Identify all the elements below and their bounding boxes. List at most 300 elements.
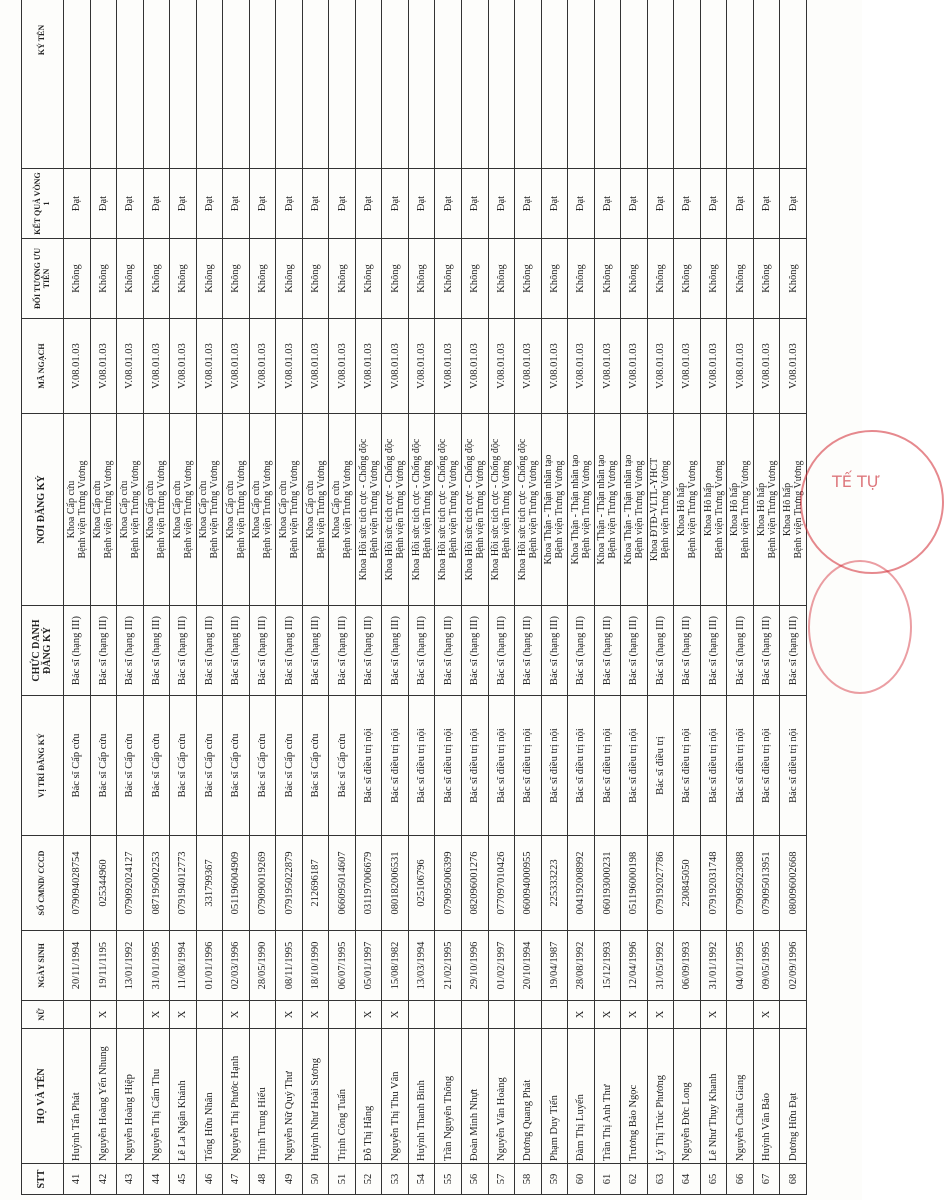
- cell-id: 331799367: [196, 836, 223, 931]
- cell-place-hospital: Bệnh viện Trưng Vương: [182, 460, 194, 559]
- cell-place: [541, 414, 568, 606]
- cell-result: Đạt: [408, 169, 435, 239]
- cell-female: X: [568, 1001, 595, 1029]
- cell-stt: 46: [196, 1164, 223, 1195]
- cell-id: 079095013951: [753, 836, 780, 931]
- table-row: [196, 0, 223, 1195]
- header-stt: STT: [22, 1164, 64, 1195]
- cell-position: Bác sĩ điều trị nội: [541, 696, 568, 836]
- cell-code: V.08.01.03: [700, 319, 727, 414]
- cell-result: Đạt: [249, 169, 276, 239]
- cell-dob: 01/02/1997: [488, 931, 515, 1001]
- table-row: [780, 0, 807, 1195]
- cell-place-department: Khoa Hô hấp: [675, 482, 687, 537]
- cell-place-department: Khoa Hồi sức tích cực - Chống độc: [463, 438, 475, 581]
- cell-stt: 47: [223, 1164, 250, 1195]
- cell-position: Bác sĩ điều trị nội: [435, 696, 462, 836]
- cell-priority: Không: [700, 239, 727, 319]
- cell-place-hospital: Bệnh viện Trưng Vương: [740, 460, 752, 559]
- cell-position: Bác sĩ điều trị nội: [355, 696, 382, 836]
- cell-sign: [541, 0, 568, 169]
- cell-code: V.08.01.03: [64, 319, 91, 414]
- cell-place-department: Khoa Cấp cứu: [304, 480, 316, 539]
- cell-dob: 13/03/1994: [408, 931, 435, 1001]
- cell-female: X: [594, 1001, 621, 1029]
- cell-stt: 63: [647, 1164, 674, 1195]
- cell-place-department: Khoa ĐTĐ-VLTL-YHCT: [649, 457, 661, 562]
- cell-sign: [461, 0, 488, 169]
- table-row: [249, 0, 276, 1195]
- cell-position: Bác sĩ điều trị nội: [515, 696, 542, 836]
- cell-place-hospital: Bệnh viện Trưng Vương: [209, 460, 221, 559]
- cell-name: Lê Như Thụy Khanh: [700, 1029, 727, 1164]
- cell-place-hospital: Bệnh viện Trưng Vương: [368, 460, 380, 559]
- table-row: [700, 0, 727, 1195]
- cell-position: Bác sĩ điều trị nội: [382, 696, 409, 836]
- cell-place: [727, 414, 754, 606]
- cell-title: Bác sĩ (hạng III): [302, 606, 329, 696]
- cell-sign: [515, 0, 542, 169]
- cell-priority: Không: [196, 239, 223, 319]
- red-seal-stamp-2: [808, 560, 912, 694]
- cell-female: X: [647, 1001, 674, 1029]
- header-sign: KÝ TÊN: [22, 0, 64, 169]
- cell-priority: Không: [143, 239, 170, 319]
- cell-position: Bác sĩ Cấp cứu: [170, 696, 197, 836]
- cell-priority: Không: [568, 239, 595, 319]
- cell-female: X: [276, 1001, 303, 1029]
- cell-id: 025106796: [408, 836, 435, 931]
- cell-code: V.08.01.03: [143, 319, 170, 414]
- cell-sign: [621, 0, 648, 169]
- table-row: [647, 0, 674, 1195]
- cell-place-department: Khoa Thận - Thận nhân tạo: [622, 454, 634, 565]
- cell-stt: 59: [541, 1164, 568, 1195]
- cell-result: Đạt: [435, 169, 462, 239]
- cell-sign: [117, 0, 144, 169]
- table-row: [64, 0, 91, 1195]
- cell-id: 212696187: [302, 836, 329, 931]
- cell-sign: [143, 0, 170, 169]
- cell-title: Bác sĩ (hạng III): [753, 606, 780, 696]
- cell-result: Đạt: [488, 169, 515, 239]
- cell-position: Bác sĩ điều trị nội: [753, 696, 780, 836]
- cell-title: Bác sĩ (hạng III): [117, 606, 144, 696]
- cell-position: Bác sĩ điều trị nội: [488, 696, 515, 836]
- cell-stt: 52: [355, 1164, 382, 1195]
- cell-id: 079195022879: [276, 836, 303, 931]
- cell-id: 031197006679: [355, 836, 382, 931]
- cell-dob: 20/11/1994: [64, 931, 91, 1001]
- cell-sign: [196, 0, 223, 169]
- cell-place: [621, 414, 648, 606]
- cell-priority: Không: [90, 239, 117, 319]
- cell-code: V.08.01.03: [196, 319, 223, 414]
- cell-title: Bác sĩ (hạng III): [382, 606, 409, 696]
- cell-position: Bác sĩ điều trị nội: [727, 696, 754, 836]
- cell-name: Huỳnh Văn Bảo: [753, 1029, 780, 1164]
- cell-place-hospital: Bệnh viện Trưng Vương: [421, 460, 433, 559]
- cell-priority: Không: [515, 239, 542, 319]
- cell-title: Bác sĩ (hạng III): [435, 606, 462, 696]
- header-female: NỮ: [22, 1001, 64, 1029]
- cell-stt: 49: [276, 1164, 303, 1195]
- table-row: [621, 0, 648, 1195]
- cell-priority: Không: [727, 239, 754, 319]
- cell-stt: 58: [515, 1164, 542, 1195]
- cell-place-department: Khoa Hồi sức tích cực - Chống độc: [410, 438, 422, 581]
- cell-place: [594, 414, 621, 606]
- cell-result: Đạt: [780, 169, 807, 239]
- cell-position: Bác sĩ điều trị nội: [461, 696, 488, 836]
- cell-id: 079095023088: [727, 836, 754, 931]
- cell-place-hospital: Bệnh viện Trưng Vương: [76, 460, 88, 559]
- cell-dob: 06/07/1995: [329, 931, 356, 1001]
- cell-female: [461, 1001, 488, 1029]
- cell-result: Đạt: [276, 169, 303, 239]
- cell-name: Trịnh Công Tuấn: [329, 1029, 356, 1164]
- cell-name: Tống Hữu Nhân: [196, 1029, 223, 1164]
- header-row: [22, 0, 64, 1195]
- table-row: [753, 0, 780, 1195]
- cell-title: Bác sĩ (hạng III): [780, 606, 807, 696]
- cell-place-hospital: Bệnh viện Trưng Vương: [713, 460, 725, 559]
- cell-position: Bác sĩ điều trị nội: [621, 696, 648, 836]
- cell-place-hospital: Bệnh viện Trưng Vương: [607, 460, 619, 559]
- cell-priority: Không: [170, 239, 197, 319]
- cell-place-department: Khoa Hồi sức tích cực - Chống độc: [437, 438, 449, 581]
- cell-female: X: [355, 1001, 382, 1029]
- cell-place: [568, 414, 595, 606]
- cell-id: 060094000955: [515, 836, 542, 931]
- cell-name: Nguyễn Hoàng Yến Nhung: [90, 1029, 117, 1164]
- cell-dob: 08/11/1995: [276, 931, 303, 1001]
- cell-place: [90, 414, 117, 606]
- cell-place: [143, 414, 170, 606]
- cell-place-department: Khoa Thận - Thận nhân tạo: [596, 454, 608, 565]
- cell-sign: [408, 0, 435, 169]
- table-row: [515, 0, 542, 1195]
- cell-code: V.08.01.03: [117, 319, 144, 414]
- cell-title: Bác sĩ (hạng III): [461, 606, 488, 696]
- cell-name: Trần Thị Anh Thư: [594, 1029, 621, 1164]
- cell-priority: Không: [117, 239, 144, 319]
- cell-code: V.08.01.03: [461, 319, 488, 414]
- cell-title: Bác sĩ (hạng III): [143, 606, 170, 696]
- cell-dob: 18/10/1990: [302, 931, 329, 1001]
- cell-priority: Không: [647, 239, 674, 319]
- cell-place-department: Khoa Hồi sức tích cực - Chống độc: [357, 438, 369, 581]
- cell-id: 080182006531: [382, 836, 409, 931]
- cell-priority: Không: [382, 239, 409, 319]
- cell-place-department: Khoa Thận - Thận nhân tạo: [543, 454, 555, 565]
- cell-dob: 29/10/1996: [461, 931, 488, 1001]
- cell-position: Bác sĩ Cấp cứu: [249, 696, 276, 836]
- cell-result: Đạt: [647, 169, 674, 239]
- cell-name: Lý Thị Trúc Phương: [647, 1029, 674, 1164]
- cell-priority: Không: [488, 239, 515, 319]
- cell-female: X: [90, 1001, 117, 1029]
- cell-sign: [170, 0, 197, 169]
- cell-title: Bác sĩ (hạng III): [329, 606, 356, 696]
- cell-place-hospital: Bệnh viện Trưng Vương: [474, 460, 486, 559]
- cell-place-department: Khoa Hồi sức tích cực - Chống độc: [516, 438, 528, 581]
- table-row: [276, 0, 303, 1195]
- cell-place: [700, 414, 727, 606]
- cell-place-hospital: Bệnh viện Trưng Vương: [289, 460, 301, 559]
- cell-position: Bác sĩ điều trị: [647, 696, 674, 836]
- cell-place-department: Khoa Cấp cứu: [145, 480, 157, 539]
- cell-result: Đạt: [461, 169, 488, 239]
- cell-sign: [302, 0, 329, 169]
- cell-place-department: Khoa Cấp cứu: [251, 480, 263, 539]
- cell-stt: 65: [700, 1164, 727, 1195]
- cell-female: X: [382, 1001, 409, 1029]
- cell-id: 079090019269: [249, 836, 276, 931]
- cell-priority: Không: [621, 239, 648, 319]
- cell-result: Đạt: [674, 169, 701, 239]
- cell-stt: 62: [621, 1164, 648, 1195]
- cell-stt: 42: [90, 1164, 117, 1195]
- cell-dob: 19/11/1195: [90, 931, 117, 1001]
- cell-stt: 57: [488, 1164, 515, 1195]
- cell-stt: 50: [302, 1164, 329, 1195]
- cell-result: Đạt: [64, 169, 91, 239]
- cell-code: V.08.01.03: [541, 319, 568, 414]
- cell-title: Bác sĩ (hạng III): [408, 606, 435, 696]
- cell-place-hospital: Bệnh viện Trưng Vương: [129, 460, 141, 559]
- cell-position: Bác sĩ điều trị nội: [568, 696, 595, 836]
- cell-priority: Không: [780, 239, 807, 319]
- cell-name: Lê La Ngân Khánh: [170, 1029, 197, 1164]
- cell-place-department: Khoa Cấp cứu: [118, 480, 130, 539]
- cell-name: Nguyễn Châu Giang: [727, 1029, 754, 1164]
- cell-dob: 02/03/1996: [223, 931, 250, 1001]
- cell-place: [408, 414, 435, 606]
- cell-title: Bác sĩ (hạng III): [223, 606, 250, 696]
- cell-code: V.08.01.03: [382, 319, 409, 414]
- cell-title: Bác sĩ (hạng III): [488, 606, 515, 696]
- cell-place-department: Khoa Cấp cứu: [92, 480, 104, 539]
- cell-name: Phạm Duy Tiến: [541, 1029, 568, 1164]
- cell-place-department: Khoa Hô hấp: [782, 482, 794, 537]
- cell-place-department: Khoa Cấp cứu: [278, 480, 290, 539]
- cell-result: Đạt: [515, 169, 542, 239]
- cell-sign: [647, 0, 674, 169]
- cell-female: [329, 1001, 356, 1029]
- cell-sign: [435, 0, 462, 169]
- table-row: [117, 0, 144, 1195]
- cell-place: [488, 414, 515, 606]
- cell-priority: Không: [435, 239, 462, 319]
- cell-code: V.08.01.03: [515, 319, 542, 414]
- cell-dob: 02/09/1996: [780, 931, 807, 1001]
- cell-title: Bác sĩ (hạng III): [674, 606, 701, 696]
- header-position: VỊ TRÍ ĐĂNG KÝ: [22, 696, 64, 836]
- cell-place-department: Khoa Hồi sức tích cực - Chống độc: [490, 438, 502, 581]
- cell-place: [196, 414, 223, 606]
- cell-name: Đoàn Minh Nhựt: [461, 1029, 488, 1164]
- cell-place: [170, 414, 197, 606]
- cell-place-hospital: Bệnh viện Trưng Vương: [766, 460, 778, 559]
- cell-name: Dương Quang Phát: [515, 1029, 542, 1164]
- cell-stt: 45: [170, 1164, 197, 1195]
- cell-sign: [780, 0, 807, 169]
- cell-id: 225333223: [541, 836, 568, 931]
- cell-priority: Không: [461, 239, 488, 319]
- cell-name: Nguyễn Hoàng Hiệp: [117, 1029, 144, 1164]
- cell-sign: [753, 0, 780, 169]
- cell-place-hospital: Bệnh viện Trưng Vương: [342, 460, 354, 559]
- cell-stt: 56: [461, 1164, 488, 1195]
- cell-place-department: Khoa Cấp cứu: [65, 480, 77, 539]
- cell-place-hospital: Bệnh viện Trưng Vương: [686, 460, 698, 559]
- red-seal-stamp: [800, 430, 944, 574]
- cell-female: [541, 1001, 568, 1029]
- header-code: MÃ NGẠCH: [22, 319, 64, 414]
- cell-title: Bác sĩ (hạng III): [355, 606, 382, 696]
- cell-position: Bác sĩ Cấp cứu: [64, 696, 91, 836]
- cell-name: Nguyễn Thị Phước Hạnh: [223, 1029, 250, 1164]
- cell-title: Bác sĩ (hạng III): [594, 606, 621, 696]
- cell-dob: 11/08/1994: [170, 931, 197, 1001]
- table-row: [461, 0, 488, 1195]
- cell-female: [435, 1001, 462, 1029]
- cell-result: Đạt: [170, 169, 197, 239]
- cell-place-hospital: Bệnh viện Trưng Vương: [527, 460, 539, 559]
- cell-place-hospital: Bệnh viện Trưng Vương: [103, 460, 115, 559]
- cell-place: [674, 414, 701, 606]
- cell-name: Huỳnh Thanh Bình: [408, 1029, 435, 1164]
- cell-place-hospital: Bệnh viện Trưng Vương: [315, 460, 327, 559]
- cell-priority: Không: [408, 239, 435, 319]
- cell-code: V.08.01.03: [329, 319, 356, 414]
- cell-position: Bác sĩ Cấp cứu: [302, 696, 329, 836]
- cell-name: Đỗ Thị Hằng: [355, 1029, 382, 1164]
- cell-place-department: Khoa Thận - Thận nhân tạo: [569, 454, 581, 565]
- candidate-table: [21, 0, 807, 1195]
- cell-code: V.08.01.03: [435, 319, 462, 414]
- cell-title: Bác sĩ (hạng III): [568, 606, 595, 696]
- cell-dob: 20/10/1994: [515, 931, 542, 1001]
- cell-id: 079194012773: [170, 836, 197, 931]
- cell-place: [382, 414, 409, 606]
- cell-result: Đạt: [621, 169, 648, 239]
- cell-id: 077097010426: [488, 836, 515, 931]
- cell-name: Nguyễn Đức Long: [674, 1029, 701, 1164]
- cell-place-hospital: Bệnh viện Trưng Vương: [448, 460, 460, 559]
- cell-female: X: [223, 1001, 250, 1029]
- cell-stt: 66: [727, 1164, 754, 1195]
- cell-place: [64, 414, 91, 606]
- cell-priority: Không: [276, 239, 303, 319]
- cell-priority: Không: [541, 239, 568, 319]
- cell-dob: 21/02/1995: [435, 931, 462, 1001]
- cell-place: [117, 414, 144, 606]
- cell-priority: Không: [249, 239, 276, 319]
- cell-place-department: Khoa Cấp cứu: [171, 480, 183, 539]
- cell-dob: 05/01/1997: [355, 931, 382, 1001]
- cell-stt: 44: [143, 1164, 170, 1195]
- header-dob: NGÀY SINH: [22, 931, 64, 1001]
- cell-position: Bác sĩ Cấp cứu: [90, 696, 117, 836]
- cell-name: Nguyễn Thị Cẩm Thu: [143, 1029, 170, 1164]
- cell-name: Nguyễn Văn Hoàng: [488, 1029, 515, 1164]
- cell-title: Bác sĩ (hạng III): [515, 606, 542, 696]
- cell-id: 025344960: [90, 836, 117, 931]
- table-row: [568, 0, 595, 1195]
- cell-female: X: [143, 1001, 170, 1029]
- cell-name: Dương Hữu Đạt: [780, 1029, 807, 1164]
- table-row: [594, 0, 621, 1195]
- cell-result: Đạt: [594, 169, 621, 239]
- cell-title: Bác sĩ (hạng III): [621, 606, 648, 696]
- cell-result: Đạt: [382, 169, 409, 239]
- cell-female: [727, 1001, 754, 1029]
- cell-sign: [488, 0, 515, 169]
- cell-position: Bác sĩ điều trị nội: [594, 696, 621, 836]
- cell-position: Bác sĩ Cấp cứu: [143, 696, 170, 836]
- cell-code: V.08.01.03: [355, 319, 382, 414]
- cell-result: Đạt: [196, 169, 223, 239]
- cell-place: [355, 414, 382, 606]
- cell-place-department: Khoa Hồi sức tích cực - Chống độc: [384, 438, 396, 581]
- header-title: CHỨC DANH ĐĂNG KÝ: [22, 606, 64, 696]
- cell-female: [249, 1001, 276, 1029]
- cell-place: [223, 414, 250, 606]
- cell-dob: 15/08/1982: [382, 931, 409, 1001]
- cell-female: [780, 1001, 807, 1029]
- cell-sign: [276, 0, 303, 169]
- cell-stt: 41: [64, 1164, 91, 1195]
- cell-code: V.08.01.03: [488, 319, 515, 414]
- cell-position: Bác sĩ Cấp cứu: [223, 696, 250, 836]
- cell-stt: 48: [249, 1164, 276, 1195]
- cell-stt: 43: [117, 1164, 144, 1195]
- cell-place-hospital: Bệnh viện Trưng Vương: [395, 460, 407, 559]
- cell-result: Đạt: [143, 169, 170, 239]
- table-row: [329, 0, 356, 1195]
- cell-stt: 51: [329, 1164, 356, 1195]
- cell-place: [647, 414, 674, 606]
- table-row: [223, 0, 250, 1195]
- cell-result: Đạt: [727, 169, 754, 239]
- cell-female: [117, 1001, 144, 1029]
- table-row: [488, 0, 515, 1195]
- cell-id: 079095006399: [435, 836, 462, 931]
- cell-code: V.08.01.03: [302, 319, 329, 414]
- cell-title: Bác sĩ (hạng III): [276, 606, 303, 696]
- cell-sign: [64, 0, 91, 169]
- cell-place-hospital: Bệnh viện Trưng Vương: [580, 460, 592, 559]
- cell-place: [515, 414, 542, 606]
- cell-sign: [674, 0, 701, 169]
- cell-place-hospital: Bệnh viện Trưng Vương: [633, 460, 645, 559]
- cell-place-department: Khoa Hô hấp: [702, 482, 714, 537]
- cell-position: Bác sĩ Cấp cứu: [276, 696, 303, 836]
- stamp-text: TẾ TỰ: [832, 472, 881, 491]
- cell-id: 004192008992: [568, 836, 595, 931]
- cell-female: [488, 1001, 515, 1029]
- cell-sign: [329, 0, 356, 169]
- cell-stt: 54: [408, 1164, 435, 1195]
- cell-dob: 31/01/1992: [700, 931, 727, 1001]
- cell-sign: [223, 0, 250, 169]
- cell-code: V.08.01.03: [727, 319, 754, 414]
- cell-stt: 68: [780, 1164, 807, 1195]
- cell-id: 230845050: [674, 836, 701, 931]
- cell-id: 079192031748: [700, 836, 727, 931]
